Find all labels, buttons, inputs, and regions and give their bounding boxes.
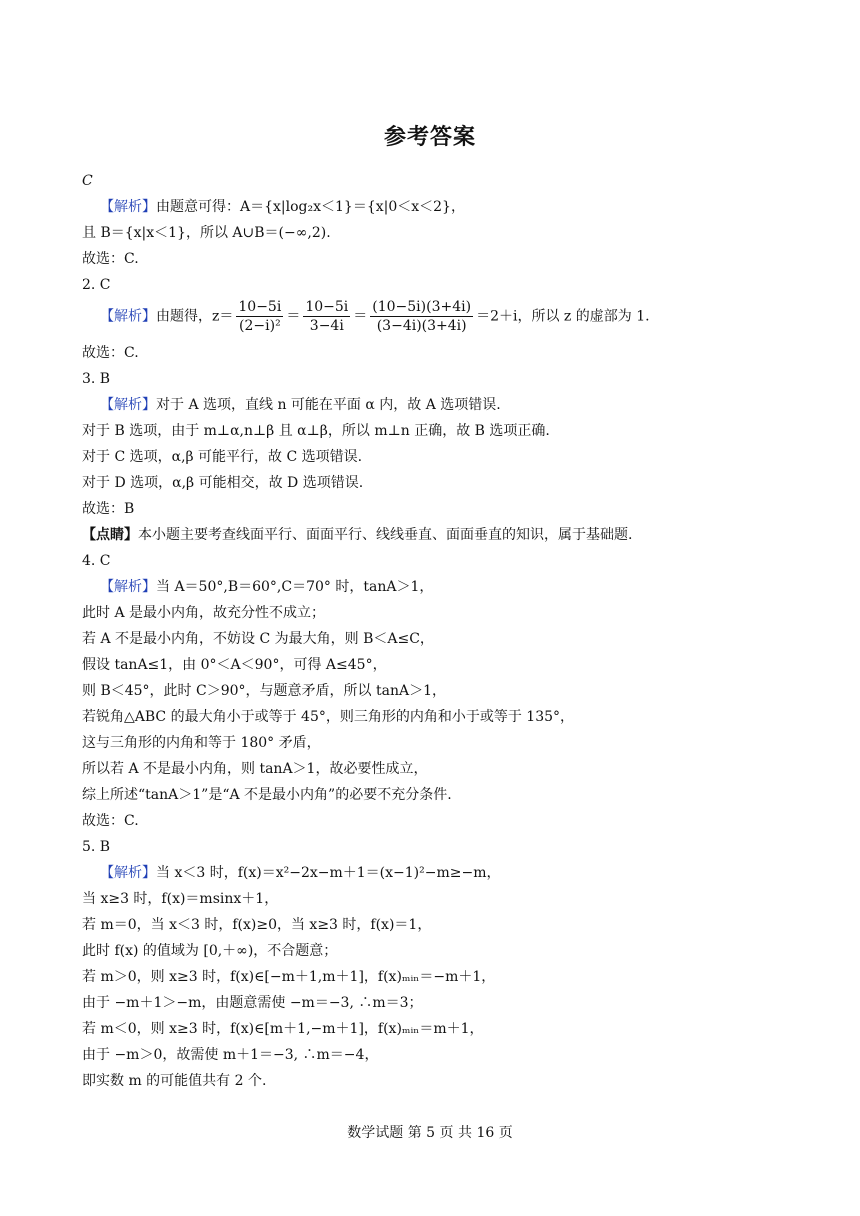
q1-analysis <box>100 198 465 216</box>
q3-analysis <box>100 396 501 414</box>
q4-line10: 故选：C. <box>82 813 139 829</box>
q4-line6: 若锐角△ABC 的最大角小于或等于 45°，则三角形的内角和小于或等于 135°， <box>82 709 575 725</box>
q3-line4: 对于 D 选项，α,β 可能相交，故 D 选项错误. <box>82 475 364 491</box>
q5-line6: 由于 −m＋1＞−m，由题意需使 −m＝−3, ∴m＝3； <box>82 995 423 1011</box>
q4-analysis <box>100 578 433 596</box>
analysis-tag: 【解析】 <box>100 865 156 881</box>
fraction-2 <box>303 298 350 335</box>
analysis-tag: 【解析】 <box>100 579 156 595</box>
q4-answer: 4. C <box>82 553 111 569</box>
fraction-2-den: 3−4i <box>309 318 344 334</box>
fraction-3 <box>370 298 473 335</box>
q5-line2: 当 x≥3 时，f(x)＝msinx＋1， <box>82 891 279 907</box>
analysis-tag: 【解析】 <box>100 397 156 413</box>
q1-line3: 故选：C. <box>82 251 139 267</box>
q2-lead: 由题得，z＝ <box>156 308 234 325</box>
fraction-1-num: 10−5i <box>238 299 282 315</box>
q4-line3: 若 A 不是最小内角，不妨设 C 为最大角，则 B＜A≤C， <box>82 631 434 647</box>
q3-line3: 对于 C 选项，α,β 可能平行，故 C 选项错误. <box>82 449 363 465</box>
note-tag: 【点睛】 <box>82 527 138 543</box>
q3-note <box>82 526 632 544</box>
q5-line7: 若 m＜0，则 x≥3 时，f(x)∈[m＋1,−m＋1]，f(x)ₘᵢₙ＝m＋1， <box>82 1021 484 1037</box>
q3-line2: 对于 B 选项，由于 m⊥α,n⊥β 且 α⊥β，所以 m⊥n 正确，故 B 选项正确. <box>82 423 550 439</box>
page-title: 参考答案 <box>383 124 476 150</box>
fraction-3-num: (10−5i)(3+4i) <box>372 299 472 315</box>
fraction-1 <box>236 298 283 335</box>
q3-answer: 3. B <box>82 371 111 387</box>
q3-note-text: 本小题主要考查线面平行、面面平行、线线垂直、面面垂直的知识，属于基础题. <box>138 527 633 543</box>
fraction-2-num: 10−5i <box>305 299 349 315</box>
analysis-tag: 【解析】 <box>100 308 156 325</box>
q5-line8: 由于 −m＞0，故需使 m＋1＝−3, ∴m＝−4， <box>82 1047 379 1063</box>
q2-analysis: 【解析】由题得，z＝ $\frac{10-5i}{\text{(2−i)²}}$ ＝ $\frac{10-5i}{3-4i}$ ＝ $\frac{(10-5i)(3+4i)}{(3-4i)(3+4i)}$ ＝2＋i，所以 z 的虚部为 1. <box>100 299 650 334</box>
q3-line1: 对于 A 选项，直线 n 可能在平面 α 内，故 A 选项错误. <box>156 397 501 413</box>
q2-tail: ＝2＋i，所以 z 的虚部为 1. <box>476 308 650 325</box>
q1-line2: 且 B＝{x|x＜1}，所以 A∪B＝(−∞,2). <box>82 225 331 241</box>
q4-line9: 综上所述“tanA＞1”是“A 不是最小内角”的必要不充分条件. <box>82 787 452 803</box>
q2-answer: 2. C <box>82 277 111 293</box>
q3-line5: 故选：B <box>82 501 135 517</box>
analysis-tag: 【解析】 <box>100 199 156 215</box>
q4-line2: 此时 A 是最小内角，故充分性不成立； <box>82 605 326 621</box>
page-footer: 数学试题 第 5 页 共 16 页 <box>347 1125 513 1141</box>
q4-line5: 则 B＜45°，此时 C＞90°，与题意矛盾，所以 tanA＞1， <box>82 683 446 699</box>
q2-line2: 故选：C. <box>82 345 139 361</box>
q1-answer: C <box>82 173 93 189</box>
q5-line1: 当 x＜3 时，f(x)＝x²−2x−m＋1＝(x−1)²−m≥−m， <box>156 865 501 881</box>
q5-answer: 5. B <box>82 839 111 855</box>
fraction-3-den: (3−4i)(3+4i) <box>376 318 467 334</box>
q5-line4: 此时 f(x) 的值域为 [0,＋∞)，不合题意； <box>82 943 338 959</box>
q4-line7: 这与三角形的内角和等于 180° 矛盾， <box>82 735 321 751</box>
q1-line1: 由题意可得：A＝{x|log₂x＜1}＝{x|0＜x＜2}， <box>156 199 465 215</box>
q4-line1: 当 A＝50°,B＝60°,C＝70° 时，tanA＞1， <box>156 579 434 595</box>
fraction-1-den: (2−i)² <box>239 318 281 334</box>
q5-line3: 若 m＝0，当 x＜3 时，f(x)≥0，当 x≥3 时，f(x)＝1， <box>82 917 432 933</box>
q4-line8: 所以若 A 不是最小内角，则 tanA＞1，故必要性成立， <box>82 761 428 777</box>
q5-line9: 即实数 m 的可能值共有 2 个. <box>82 1073 267 1089</box>
q5-analysis <box>100 864 500 882</box>
q4-line4: 假设 tanA≤1，由 0°＜A＜90°，可得 A≤45°， <box>82 657 387 673</box>
q5-line5: 若 m＞0，则 x≥3 时，f(x)∈[−m＋1,m＋1]，f(x)ₘᵢₙ＝−m＋1， <box>82 969 496 985</box>
